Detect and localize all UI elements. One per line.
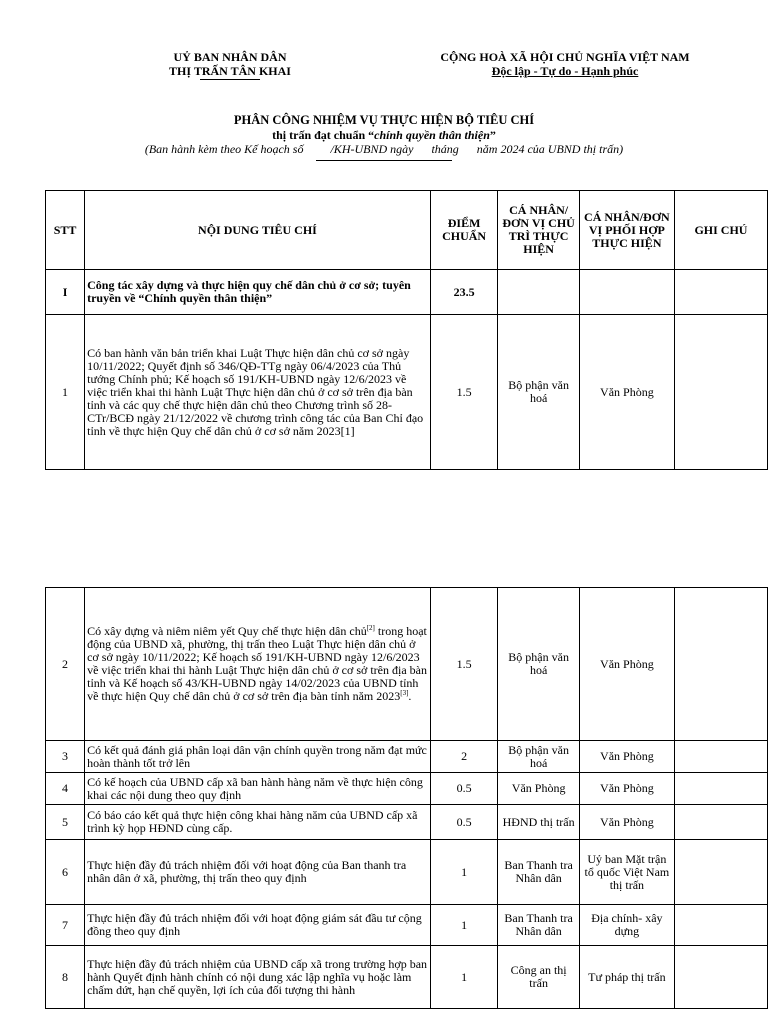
national-header [420,50,710,78]
row-content: Có báo cáo kết quả thực hiện công khai hàng năm của UBND cấp xã trình kỳ họp HĐND cùng cấp. [85,805,431,840]
header-content: NỘI DUNG TIÊU CHÍ [85,191,431,270]
footnote-ref[interactable]: [3] [400,689,409,697]
row-score: 1.5 [430,315,498,470]
row-content: Có kế hoạch của UBND cấp xã ban hành hàng năm về thực hiện công khai các nội dung theo quy định [85,773,431,805]
row-content-part: trong hoạt động của UBND xã, phường, thị trấn theo Luật Thực hiện dân chủ ở cơ sở ngày 10/11/2022; Kế hoạch số 191/KH-UBND ngày 12/6/2023 về việc triển khai thi hành Luật Thực hiện dân chủ ở cơ sở trên địa bàn tỉnh và Kế hoạch số 43/KH-UBND ngày 14/02/2023 của UBND tỉnh về thực hiện Quy chế dân chủ ở cơ sở trên địa bàn tỉnh năm 2023 [87,624,427,703]
section-content: Công tác xây dựng và thực hiện quy chế dân chủ ở cơ sở; tuyên truyền về “Chính quyền thân thiện” [85,270,431,315]
title-divider [316,160,452,161]
row-coop: Uỷ ban Mặt trận tổ quốc Việt Nam thị trấn [579,840,674,905]
row-lead: Ban Thanh tra Nhân dân [498,905,579,946]
header-stt: STT [46,191,85,270]
row-note [674,588,767,741]
row-score: 1 [430,840,498,905]
row-coop: Văn Phòng [579,805,674,840]
row-lead: Bộ phận văn hoá [498,315,579,470]
row-lead: Văn Phòng [498,773,579,805]
row-coop: Văn Phòng [579,741,674,773]
row-coop: Tư pháp thị trấn [579,946,674,1009]
section-coop [579,270,674,315]
row-stt: 4 [46,773,85,805]
criteria-table-continued [45,587,768,1009]
row-lead: Bộ phận văn hoá [498,741,579,773]
table-row [46,946,768,1009]
row-stt: 1 [46,315,85,470]
section-stt: I [46,270,85,315]
row-stt: 6 [46,840,85,905]
agency-header [150,50,310,80]
row-score: 1 [430,946,498,1009]
footnote-ref[interactable]: [2] [366,624,375,632]
row-coop: Địa chính- xây dựng [579,905,674,946]
section-lead [498,270,579,315]
row-stt: 8 [46,946,85,1009]
row-score: 0.5 [430,805,498,840]
row-score: 2 [430,741,498,773]
issued-note: (Ban hành kèm theo Kế hoạch số /KH-UBND ngày tháng năm 2024 của UBND thị trấn) [144,142,624,156]
row-score: 0.5 [430,773,498,805]
subtitle-prefix: thị trấn đạt chuẩn “ [272,128,375,142]
section-note [674,270,767,315]
criteria-table-top [45,190,768,470]
document-subtitle [0,128,768,142]
table-row [46,805,768,840]
row-note [674,315,767,470]
row-score: 1 [430,905,498,946]
row-stt: 5 [46,805,85,840]
row-lead: Bộ phận văn hoá [498,588,579,741]
row-content: Có kết quả đánh giá phân loại dân vận chính quyền trong năm đạt mức hoàn thành tốt trở lên [85,741,431,773]
row-stt: 7 [46,905,85,946]
document-title: PHÂN CÔNG NHIỆM VỤ THỰC HIỆN BỘ TIÊU CHÍ [233,113,535,127]
row-note [674,946,767,1009]
agency-underline [200,79,260,80]
row-score: 1.5 [430,588,498,741]
document-title-block [0,113,768,161]
national-motto-line1: CỘNG HOÀ XÃ HỘI CHỦ NGHĨA VIỆT NAM [440,50,690,64]
table-row [46,905,768,946]
table-row [46,741,768,773]
row-content: Thực hiện đầy đủ trách nhiệm của UBND cấp xã trong trường hợp ban hành Quyết định hành chính có nội dung xác lập nghĩa vụ hoặc làm chấm dứt, hạn chế quyền, lợi ích của đối tượng thi hành [85,946,431,1009]
national-motto-line2: Độc lập - Tự do - Hạnh phúc [491,64,639,78]
row-stt: 3 [46,741,85,773]
row-coop: Văn Phòng [579,773,674,805]
row-content-part: Có xây dựng và niêm niêm yết Quy chế thực hiện dân chủ [87,624,367,638]
header-lead: CÁ NHÂN/ĐƠN VỊ CHỦ TRÌ THỰC HIỆN [498,191,579,270]
row-note [674,840,767,905]
row-content: Có ban hành văn bản triển khai Luật Thực hiện dân chủ cơ sở ngày 10/11/2022; Quyết định số 346/QĐ-TTg ngày 06/4/2023 của Thủ tướng Chính phủ; Kế hoạch số 191/KH-UBND ngày 12/6/2023 về việc triển khai thi hành Luật Thực hiện dân chủ ở cơ sở trên địa bàn tỉnh và các quy chế thực hiện dân chủ theo Chương trình số 28-CTr/BCĐ ngày 21/12/2022 về chương trình công tác của Ban Chỉ đạo tỉnh về thực hiện Quy chế dân chủ ở cơ sở năm 2023[1] [85,315,431,470]
agency-line2: THỊ TRẤN TÂN KHAI [169,64,291,78]
section-score: 23.5 [430,270,498,315]
table-header-row [46,191,768,270]
agency-line1: UỶ BAN NHÂN DÂN [173,50,287,64]
subtitle-suffix: ” [489,128,496,142]
header-score: ĐIỂM CHUẨN [430,191,498,270]
table-row [46,315,768,470]
header-coop: CÁ NHÂN/ĐƠN VỊ PHỐI HỢP THỰC HIỆN [579,191,674,270]
row-note [674,805,767,840]
table-row [46,588,768,741]
row-note [674,905,767,946]
row-content: Thực hiện đầy đủ trách nhiệm đối với hoạt động giám sát đầu tư cộng đồng theo quy định [85,905,431,946]
row-note [674,773,767,805]
subtitle-italic: chính quyền thân thiện [374,128,490,142]
header-note: GHI CHÚ [674,191,767,270]
table-row [46,773,768,805]
row-content-part: . [408,689,412,703]
row-content [85,588,431,741]
row-coop: Văn Phòng [579,315,674,470]
table-row [46,840,768,905]
row-lead: HĐND thị trấn [498,805,579,840]
row-note [674,741,767,773]
row-lead: Công an thị trấn [498,946,579,1009]
row-lead: Ban Thanh tra Nhân dân [498,840,579,905]
row-stt: 2 [46,588,85,741]
section-row [46,270,768,315]
row-content: Thực hiện đầy đủ trách nhiệm đối với hoạt động của Ban thanh tra nhân dân ở xã, phường, thị trấn theo quy định [85,840,431,905]
row-coop: Văn Phòng [579,588,674,741]
